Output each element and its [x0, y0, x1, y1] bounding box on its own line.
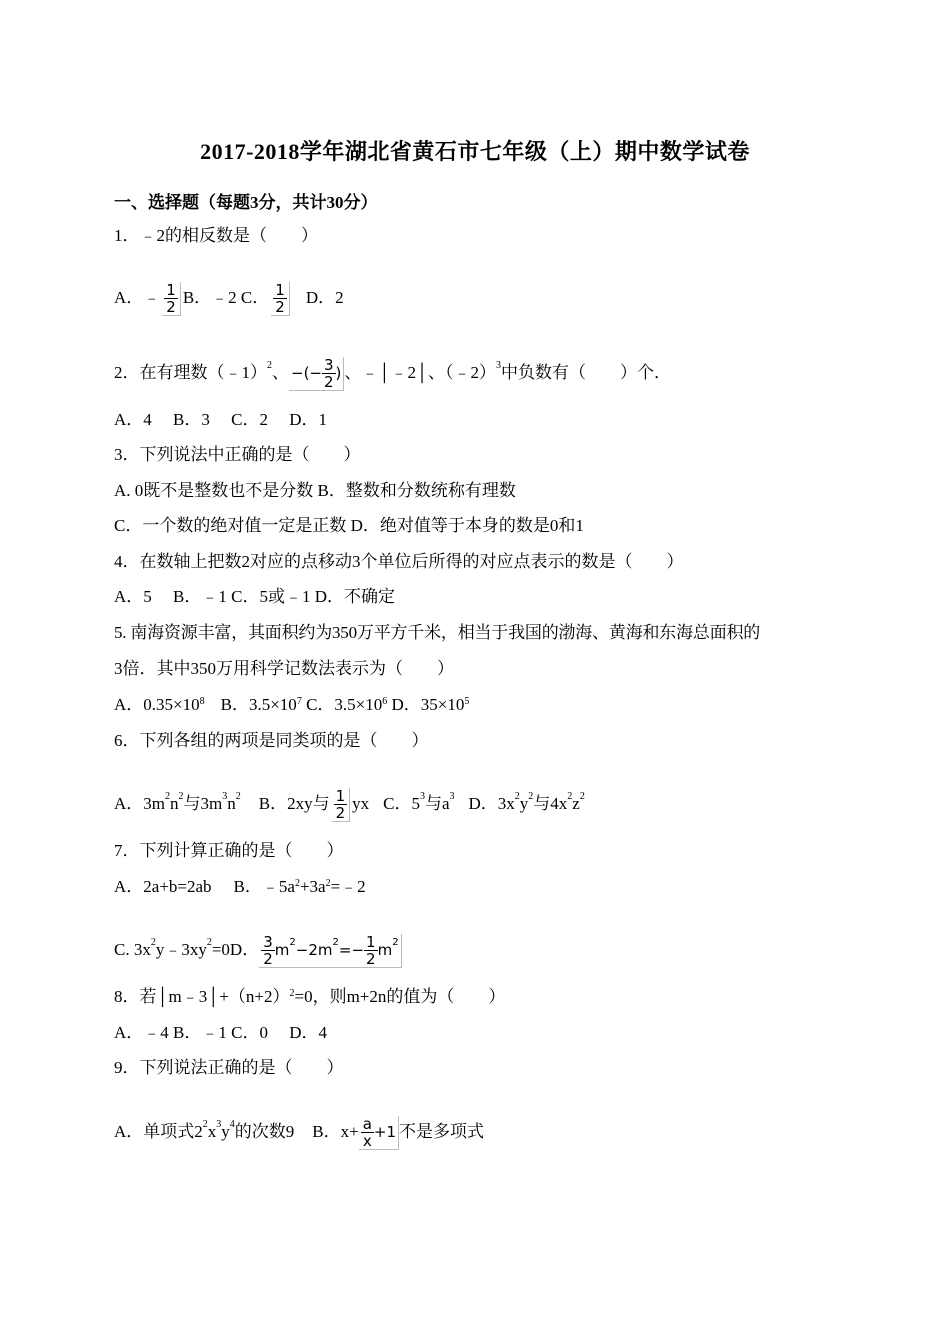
q1-option-d: D．2 — [305, 287, 344, 307]
fraction-numerator: 3 — [263, 933, 273, 951]
question-7-options-ab — [114, 875, 366, 899]
q6-a-exp: 2 — [178, 791, 184, 802]
q7-d-part: −2m — [295, 941, 333, 959]
q7-option-a: A．2a+b=2ab — [114, 877, 212, 896]
question-3-options-cd: C．一个数的绝对值一定是正数 D．绝对值等于本身的数是0和1 — [114, 516, 584, 535]
q6-c-part: 与a — [424, 793, 450, 813]
q7-c-exp: 2 — [150, 937, 156, 948]
fraction-numerator: 3 — [324, 356, 334, 374]
q2-fraction — [322, 357, 336, 390]
q6-a-part: A．3m — [114, 793, 165, 813]
q6-c-exp: 3 — [419, 791, 425, 802]
q9-b-expression — [359, 1116, 399, 1150]
q9-a-exp: 3 — [216, 1119, 222, 1130]
q5-option-b: B．3.5×10 — [220, 695, 297, 714]
q7-b-exp: 2 — [325, 878, 331, 889]
q6-d-part: y — [519, 793, 529, 813]
q6-d-exp: 2 — [514, 791, 520, 802]
q6-b-part: B．2xy与 — [258, 793, 330, 813]
q7-b-exp: 2 — [294, 878, 300, 889]
q6-a-exp: 2 — [165, 791, 170, 802]
q6-d-part: D．3x — [468, 793, 515, 813]
q2-exponent-2: 3 — [496, 360, 501, 371]
q7-c-part: =0D． — [211, 939, 260, 959]
fraction-denominator: 2 — [324, 373, 334, 391]
fraction-denominator: 2 — [335, 804, 346, 822]
q6-a-exp: 2 — [235, 791, 241, 802]
fraction-denominator: 2 — [366, 950, 376, 968]
q9-a-part: A．单项式2 — [114, 1121, 203, 1141]
question-8-options: A．﹣4 B．﹣1 C．0 D．4 — [114, 1023, 327, 1042]
q8-text-1: 8．若│m﹣3│+（n+2） — [114, 987, 290, 1006]
q7-d-part: m — [274, 941, 290, 959]
q7-d-part: m — [377, 941, 393, 959]
q2-close-paren: ) — [335, 364, 342, 382]
question-4-stem: 4．在数轴上把数2对应的点移动3个单位后所得的对应点表示的数是（ ） — [114, 552, 684, 571]
q5-option-a: A．0.35×10 — [114, 695, 200, 714]
q6-d-exp: 2 — [528, 791, 534, 802]
question-7-options-cd — [114, 934, 402, 968]
q2-negative-open: −(− — [291, 364, 322, 382]
q2-exponent-1: 2 — [267, 360, 272, 371]
q7-c-part: y﹣3xy — [155, 939, 207, 959]
q7-b-part: B．﹣5a — [233, 877, 295, 896]
q7-d-exp: 2 — [392, 937, 399, 948]
q2-text-1: 2．在有理数（﹣1） — [114, 362, 267, 382]
q5-option-d: D．35×10 — [391, 695, 465, 714]
question-4-options: A．5 B．﹣1 C．5或﹣1 D．不确定 — [114, 587, 395, 606]
fraction-denominator: 2 — [263, 950, 273, 968]
q7-c-part: C. 3x — [114, 939, 151, 959]
q2-fraction-expression — [289, 357, 344, 391]
q7-d-fraction-2 — [364, 934, 378, 967]
fraction-numerator: 1 — [366, 933, 376, 951]
q6-a-part: n — [170, 793, 179, 813]
q1-option-b: B．﹣2 C． — [182, 287, 270, 307]
question-7-stem: 7．下列计算正确的是（ ） — [114, 841, 344, 860]
q9-b-part: B．x+ — [312, 1121, 359, 1141]
question-1-options — [114, 282, 344, 316]
q7-b-part: +3a — [299, 877, 326, 896]
fraction-numerator: a — [362, 1115, 372, 1133]
question-5-options — [114, 693, 469, 717]
q7-b-part: =﹣2 — [330, 877, 366, 896]
q6-c-exp: 3 — [449, 791, 455, 802]
q6-d-exp: 2 — [579, 791, 585, 802]
q9-b-part: +1 — [373, 1123, 397, 1141]
question-3-stem: 3．下列说法中正确的是（ ） — [114, 445, 361, 464]
q5-option-d-exponent: 5 — [464, 696, 470, 707]
q9-a-part: y — [221, 1121, 230, 1141]
q1-option-a-prefix: A．﹣ — [114, 287, 161, 307]
fraction-numerator: 1 — [275, 281, 285, 299]
q1-fraction-a — [162, 282, 181, 316]
q6-c-part: C．5 — [383, 793, 420, 813]
question-6-stem: 6．下列各组的两项是同类项的是（ ） — [114, 731, 429, 750]
question-2-stem — [114, 357, 671, 391]
q7-d-exp: 2 — [289, 937, 296, 948]
q9-a-exp: 2 — [202, 1119, 208, 1130]
section-heading-choice: 一、选择题（每题3分，共计30分） — [114, 193, 378, 212]
question-9-options — [114, 1116, 484, 1150]
q6-b-fraction — [332, 788, 351, 822]
question-6-options — [114, 788, 585, 822]
fraction-numerator: 1 — [335, 787, 346, 805]
question-1-stem: 1．﹣2的相反数是（ ） — [114, 226, 318, 245]
q7-d-equation — [259, 934, 401, 968]
q6-d-exp: 2 — [567, 791, 573, 802]
q6-b-part: yx — [352, 793, 370, 813]
q5-option-a-exponent: 8 — [199, 696, 205, 707]
question-2-options: A．4 B．3 C．2 D．1 — [114, 410, 327, 429]
q8-exponent: 2 — [289, 988, 295, 999]
q7-d-fraction-1 — [261, 934, 275, 967]
q7-d-part: =− — [338, 941, 365, 959]
fraction-denominator: 2 — [275, 298, 285, 316]
question-5-stem-line-2: 3倍．其中350万用科学记数法表示为（ ） — [114, 659, 454, 678]
q9-a-part: 的次数9 — [234, 1121, 295, 1141]
q2-text-3: 、﹣│﹣2│、（﹣2） — [344, 362, 496, 382]
q1-fraction-c — [271, 282, 290, 316]
q6-d-part: 与4x — [533, 793, 568, 813]
q8-text-2: =0，则m+2n的值为（ ） — [294, 987, 506, 1006]
page-title: 2017-2018学年湖北省黄石市七年级（上）期中数学试卷 — [200, 139, 750, 164]
q6-a-part: n — [227, 793, 236, 813]
q6-d-part: z — [572, 793, 580, 813]
q2-text-2: 、 — [272, 362, 289, 382]
q2-text-4: 中负数有（ ）个． — [501, 362, 671, 382]
q9-a-part: x — [207, 1121, 217, 1141]
question-5-stem-line-1: 5. 南海资源丰富，其面积约为350万平方千米，相当于我国的渤海、黄海和东海总面积的 — [114, 623, 761, 642]
q5-option-c-exponent: 6 — [382, 696, 388, 707]
question-9-stem: 9．下列说法正确的是（ ） — [114, 1058, 344, 1077]
q7-d-exp: 2 — [332, 937, 339, 948]
question-3-options-ab: A. 0既不是整数也不是分数 B．整数和分数统称有理数 — [114, 481, 516, 500]
fraction-denominator: x — [362, 1132, 372, 1150]
q9-b-fraction — [361, 1116, 374, 1149]
fraction-numerator: 1 — [166, 281, 176, 299]
q7-c-exp: 2 — [206, 937, 212, 948]
question-8-stem — [114, 985, 505, 1009]
q6-a-exp: 3 — [222, 791, 228, 802]
fraction-denominator: 2 — [166, 298, 176, 316]
q6-a-part: 与3m — [183, 793, 223, 813]
q9-a-exp: 4 — [229, 1119, 235, 1130]
q9-b-part: 不是多项式 — [399, 1121, 485, 1141]
q5-option-b-exponent: 7 — [296, 696, 302, 707]
q5-option-c: C．3.5×10 — [306, 695, 383, 714]
